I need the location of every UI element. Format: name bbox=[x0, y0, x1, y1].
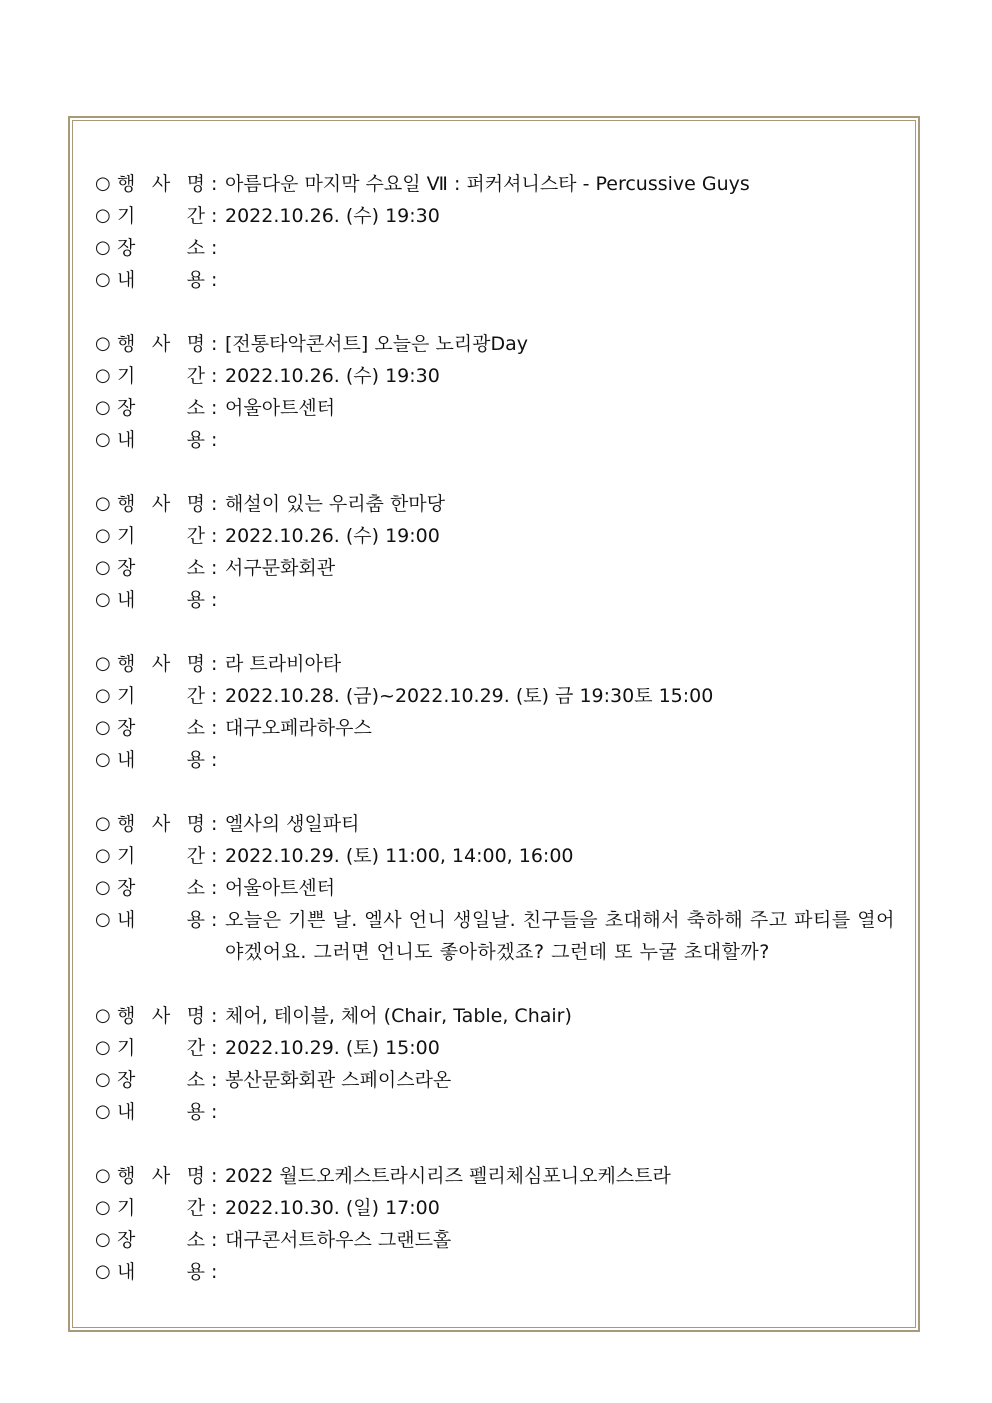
event-entry bbox=[95, 488, 905, 616]
event-title: 엘사의 생일파티 bbox=[225, 813, 360, 835]
bullet-circle-icon: ○ bbox=[95, 1037, 111, 1058]
event-place-row bbox=[95, 1064, 905, 1096]
colon: : bbox=[211, 237, 218, 259]
bullet-circle-icon: ○ bbox=[95, 525, 111, 546]
event-content-row bbox=[95, 584, 905, 616]
event-entry bbox=[95, 1160, 905, 1288]
period-label: 기 간 bbox=[117, 365, 205, 387]
colon: : bbox=[211, 877, 218, 899]
content-label: 내 용 bbox=[117, 1261, 205, 1283]
event-period-row bbox=[95, 840, 905, 872]
content-label: 내 용 bbox=[117, 589, 205, 611]
event-period-row bbox=[95, 520, 905, 552]
bullet-circle-icon: ○ bbox=[95, 493, 111, 514]
event-content-row bbox=[95, 744, 905, 776]
colon: : bbox=[211, 1229, 218, 1251]
event-entry bbox=[95, 808, 905, 968]
event-place: 봉산문화회관 스페이스라온 bbox=[225, 1069, 452, 1091]
colon: : bbox=[211, 845, 218, 867]
event-content-row bbox=[95, 264, 905, 296]
event-title: 아름다운 마지막 수요일 Ⅶ : 퍼커셔니스타 - Percussive Guys bbox=[225, 173, 750, 195]
content-label: 내 용 bbox=[117, 269, 205, 291]
place-label: 장 소 bbox=[117, 397, 205, 419]
event-entry bbox=[95, 648, 905, 776]
title-label: 행 사 명 bbox=[117, 813, 205, 835]
event-title-row bbox=[95, 168, 905, 200]
place-label: 장 소 bbox=[117, 717, 205, 739]
event-content-row bbox=[95, 904, 905, 968]
colon: : bbox=[211, 653, 218, 675]
event-title-row bbox=[95, 648, 905, 680]
event-entry bbox=[95, 1000, 905, 1128]
place-label: 장 소 bbox=[117, 1069, 205, 1091]
event-place-row bbox=[95, 392, 905, 424]
bullet-circle-icon: ○ bbox=[95, 1229, 111, 1250]
content-label: 내 용 bbox=[117, 1101, 205, 1123]
bullet-circle-icon: ○ bbox=[95, 1101, 111, 1122]
bullet-circle-icon: ○ bbox=[95, 717, 111, 738]
period-label: 기 간 bbox=[117, 1197, 205, 1219]
colon: : bbox=[211, 557, 218, 579]
bullet-circle-icon: ○ bbox=[95, 589, 111, 610]
colon: : bbox=[211, 1069, 218, 1091]
bullet-circle-icon: ○ bbox=[95, 365, 111, 386]
bullet-circle-icon: ○ bbox=[95, 333, 111, 354]
bullet-circle-icon: ○ bbox=[95, 845, 111, 866]
period-label: 기 간 bbox=[117, 845, 205, 867]
event-place-row bbox=[95, 1224, 905, 1256]
bullet-circle-icon: ○ bbox=[95, 1069, 111, 1090]
event-title: 해설이 있는 우리춤 한마당 bbox=[225, 493, 446, 515]
place-label: 장 소 bbox=[117, 877, 205, 899]
title-label: 행 사 명 bbox=[117, 333, 205, 355]
event-content-row bbox=[95, 1096, 905, 1128]
colon: : bbox=[211, 685, 218, 707]
colon: : bbox=[211, 717, 218, 739]
event-place: 어울아트센터 bbox=[225, 397, 336, 419]
title-label: 행 사 명 bbox=[117, 173, 205, 195]
content-label: 내 용 bbox=[117, 429, 205, 451]
event-place-row bbox=[95, 552, 905, 584]
colon: : bbox=[211, 525, 218, 547]
colon: : bbox=[211, 749, 218, 771]
event-period-row bbox=[95, 360, 905, 392]
bullet-circle-icon: ○ bbox=[95, 813, 111, 834]
event-title: 라 트라비아타 bbox=[225, 653, 342, 675]
bullet-circle-icon: ○ bbox=[95, 749, 111, 770]
event-title-row bbox=[95, 328, 905, 360]
bullet-circle-icon: ○ bbox=[95, 877, 111, 898]
event-place-row bbox=[95, 232, 905, 264]
colon: : bbox=[211, 205, 218, 227]
event-period: 2022.10.29. (토) 15:00 bbox=[225, 1037, 440, 1059]
place-label: 장 소 bbox=[117, 1229, 205, 1251]
event-period: 2022.10.30. (일) 17:00 bbox=[225, 1197, 440, 1219]
event-title-row bbox=[95, 808, 905, 840]
colon: : bbox=[211, 1005, 218, 1027]
title-label: 행 사 명 bbox=[117, 653, 205, 675]
colon: : bbox=[211, 429, 218, 451]
event-place: 대구오페라하우스 bbox=[225, 717, 372, 739]
colon: : bbox=[211, 589, 218, 611]
colon: : bbox=[211, 333, 218, 355]
colon: : bbox=[211, 493, 218, 515]
colon: : bbox=[211, 1101, 218, 1123]
content-label: 내 용 bbox=[117, 909, 205, 931]
event-period-row bbox=[95, 680, 905, 712]
period-label: 기 간 bbox=[117, 685, 205, 707]
event-period-row bbox=[95, 200, 905, 232]
colon: : bbox=[211, 397, 218, 419]
bullet-circle-icon: ○ bbox=[95, 1005, 111, 1026]
colon: : bbox=[211, 813, 218, 835]
place-label: 장 소 bbox=[117, 557, 205, 579]
colon: : bbox=[211, 909, 218, 931]
event-period-row bbox=[95, 1032, 905, 1064]
event-entry bbox=[95, 168, 905, 296]
bullet-circle-icon: ○ bbox=[95, 557, 111, 578]
title-label: 행 사 명 bbox=[117, 493, 205, 515]
event-place: 대구콘서트하우스 그랜드홀 bbox=[225, 1229, 452, 1251]
event-place: 서구문화회관 bbox=[225, 557, 336, 579]
bullet-circle-icon: ○ bbox=[95, 685, 111, 706]
content-label: 내 용 bbox=[117, 749, 205, 771]
event-title: 2022 월드오케스트라시리즈 펠리체심포니오케스트라 bbox=[225, 1165, 671, 1187]
event-content-row bbox=[95, 424, 905, 456]
event-title-row bbox=[95, 488, 905, 520]
event-period: 2022.10.26. (수) 19:30 bbox=[225, 205, 440, 227]
event-period: 2022.10.29. (토) 11:00, 14:00, 16:00 bbox=[225, 845, 574, 867]
colon: : bbox=[211, 1037, 218, 1059]
bullet-circle-icon: ○ bbox=[95, 1165, 111, 1186]
place-label: 장 소 bbox=[117, 237, 205, 259]
event-title: 체어, 테이블, 체어 (Chair, Table, Chair) bbox=[225, 1005, 572, 1027]
bullet-circle-icon: ○ bbox=[95, 1261, 111, 1282]
bullet-circle-icon: ○ bbox=[95, 1197, 111, 1218]
colon: : bbox=[211, 1165, 218, 1187]
event-content: 오늘은 기쁜 날. 엘사 언니 생일날. 친구들을 초대해서 축하해 주고 파티를 열어야겠어요. 그러면 언니도 좋아하겠죠? 그런데 또 누굴 초대할까? bbox=[225, 909, 895, 963]
event-entry bbox=[95, 328, 905, 456]
period-label: 기 간 bbox=[117, 1037, 205, 1059]
event-place: 어울아트센터 bbox=[225, 877, 336, 899]
event-title-row bbox=[95, 1000, 905, 1032]
title-label: 행 사 명 bbox=[117, 1005, 205, 1027]
event-period-row bbox=[95, 1192, 905, 1224]
colon: : bbox=[211, 365, 218, 387]
period-label: 기 간 bbox=[117, 525, 205, 547]
bullet-circle-icon: ○ bbox=[95, 237, 111, 258]
event-content-row bbox=[95, 1256, 905, 1288]
event-title-row bbox=[95, 1160, 905, 1192]
bullet-circle-icon: ○ bbox=[95, 205, 111, 226]
event-period: 2022.10.26. (수) 19:30 bbox=[225, 365, 440, 387]
event-period: 2022.10.26. (수) 19:00 bbox=[225, 525, 440, 547]
colon: : bbox=[211, 1261, 218, 1283]
colon: : bbox=[211, 173, 218, 195]
period-label: 기 간 bbox=[117, 205, 205, 227]
bullet-circle-icon: ○ bbox=[95, 909, 111, 930]
event-period: 2022.10.28. (금)~2022.10.29. (토) 금 19:30토 15:00 bbox=[225, 685, 714, 707]
event-place-row bbox=[95, 712, 905, 744]
bullet-circle-icon: ○ bbox=[95, 429, 111, 450]
colon: : bbox=[211, 269, 218, 291]
colon: : bbox=[211, 1197, 218, 1219]
event-place-row bbox=[95, 872, 905, 904]
event-list bbox=[95, 168, 905, 1320]
title-label: 행 사 명 bbox=[117, 1165, 205, 1187]
event-title: [전통타악콘서트] 오늘은 노리광Day bbox=[225, 333, 529, 355]
bullet-circle-icon: ○ bbox=[95, 269, 111, 290]
bullet-circle-icon: ○ bbox=[95, 653, 111, 674]
bullet-circle-icon: ○ bbox=[95, 173, 111, 194]
bullet-circle-icon: ○ bbox=[95, 397, 111, 418]
